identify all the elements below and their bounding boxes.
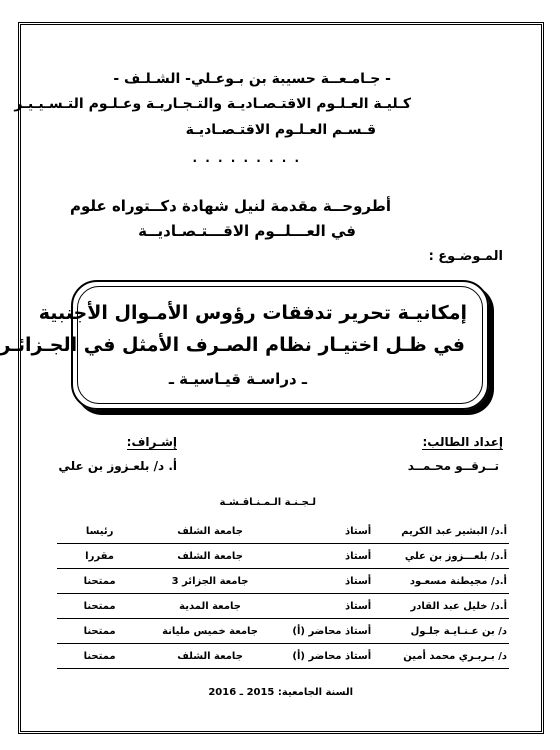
member-rank: أستاذ: [278, 594, 373, 619]
member-name: أ.د/ مجيطنة مسعـود: [373, 569, 509, 594]
member-rank: أستاذ: [278, 544, 373, 569]
title-frame: [0, 280, 489, 410]
supervisor-name: أ. د/ بلعـزوز بن علي: [58, 459, 177, 473]
thesis-title-line-2: في ظـل اختيـار نظام الصـرف الأمثل في الجـزائـر: [0, 334, 465, 356]
department-name: قـسـم العـلـوم الاقتـصـاديـة: [185, 122, 376, 138]
table-row: [57, 569, 509, 594]
member-rank: أستاذ محاضر (أ): [278, 644, 373, 669]
member-institution: جامعة الجزائر 3: [142, 569, 278, 594]
member-name: د/ بـربـري محمد أمين: [373, 644, 509, 669]
thesis-title-line-1: إمكانيـة تحرير تدفقات رؤوس الأمـوال الأجنبية: [38, 302, 467, 324]
table-row: [57, 544, 509, 569]
member-role: ممتحنا: [57, 569, 142, 594]
member-institution: جامعة خميس مليانة: [142, 619, 278, 644]
member-institution: جامعة المدية: [142, 594, 278, 619]
academic-year: السنة الجامعية: 2015 ـ 2016: [208, 687, 353, 698]
thesis-subtitle: ـ دراسـة قيـاسيـة ـ: [168, 370, 307, 388]
member-role: ممتحنا: [57, 644, 142, 669]
university-name: - جـامـعــة حسيبة بن بـوعـلي- الشـلـف -: [113, 71, 391, 87]
member-name: أ.د/ خليل عبد القادر: [373, 594, 509, 619]
faculty-name: كـليـة العـلـوم الاقتـصـاديـة والتـجـاريـة وعـلـوم التـسـيـيـر: [14, 96, 411, 112]
member-rank: أستاذ محاضر (أ): [278, 619, 373, 644]
thesis-field: في العـــلــوم الاقـــتـصـاديــة: [138, 222, 356, 240]
table-row: [57, 644, 509, 669]
member-role: ممتحنا: [57, 594, 142, 619]
member-name: د/ بن عـنـايـة جلـول: [373, 619, 509, 644]
committee-table: [57, 519, 509, 669]
document-page: [0, 22, 544, 734]
student-label: إعداد الطالب:: [422, 435, 503, 449]
supervisor-label: إشـراف:: [126, 435, 177, 449]
member-rank: أستاذ: [278, 569, 373, 594]
member-role: رئيسا: [57, 519, 142, 544]
member-name: أ.د/ بلعـــزوز بن علي: [373, 544, 509, 569]
member-institution: جامعة الشلف: [142, 519, 278, 544]
member-rank: أستاذ: [278, 519, 373, 544]
table-row: [57, 519, 509, 544]
member-name: أ.د/ البشير عبد الكريم: [373, 519, 509, 544]
member-institution: جامعة الشلف: [142, 644, 278, 669]
thesis-degree: أطروحــة مقدمة لنيل شهادة دكــتوراه علوم: [69, 197, 391, 215]
table-row: [57, 594, 509, 619]
student-name: تــرقــو محـمــد: [407, 459, 499, 473]
subject-label: المـوضـوع :: [428, 249, 503, 264]
member-role: ممتحنا: [57, 619, 142, 644]
table-row: [57, 619, 509, 644]
header-separator: . . . . . . . . .: [192, 151, 301, 165]
member-institution: جامعة الشلف: [142, 544, 278, 569]
committee-heading: لـجـنـة الـمـنـاقـشـة: [219, 497, 316, 508]
member-role: مقررا: [57, 544, 142, 569]
